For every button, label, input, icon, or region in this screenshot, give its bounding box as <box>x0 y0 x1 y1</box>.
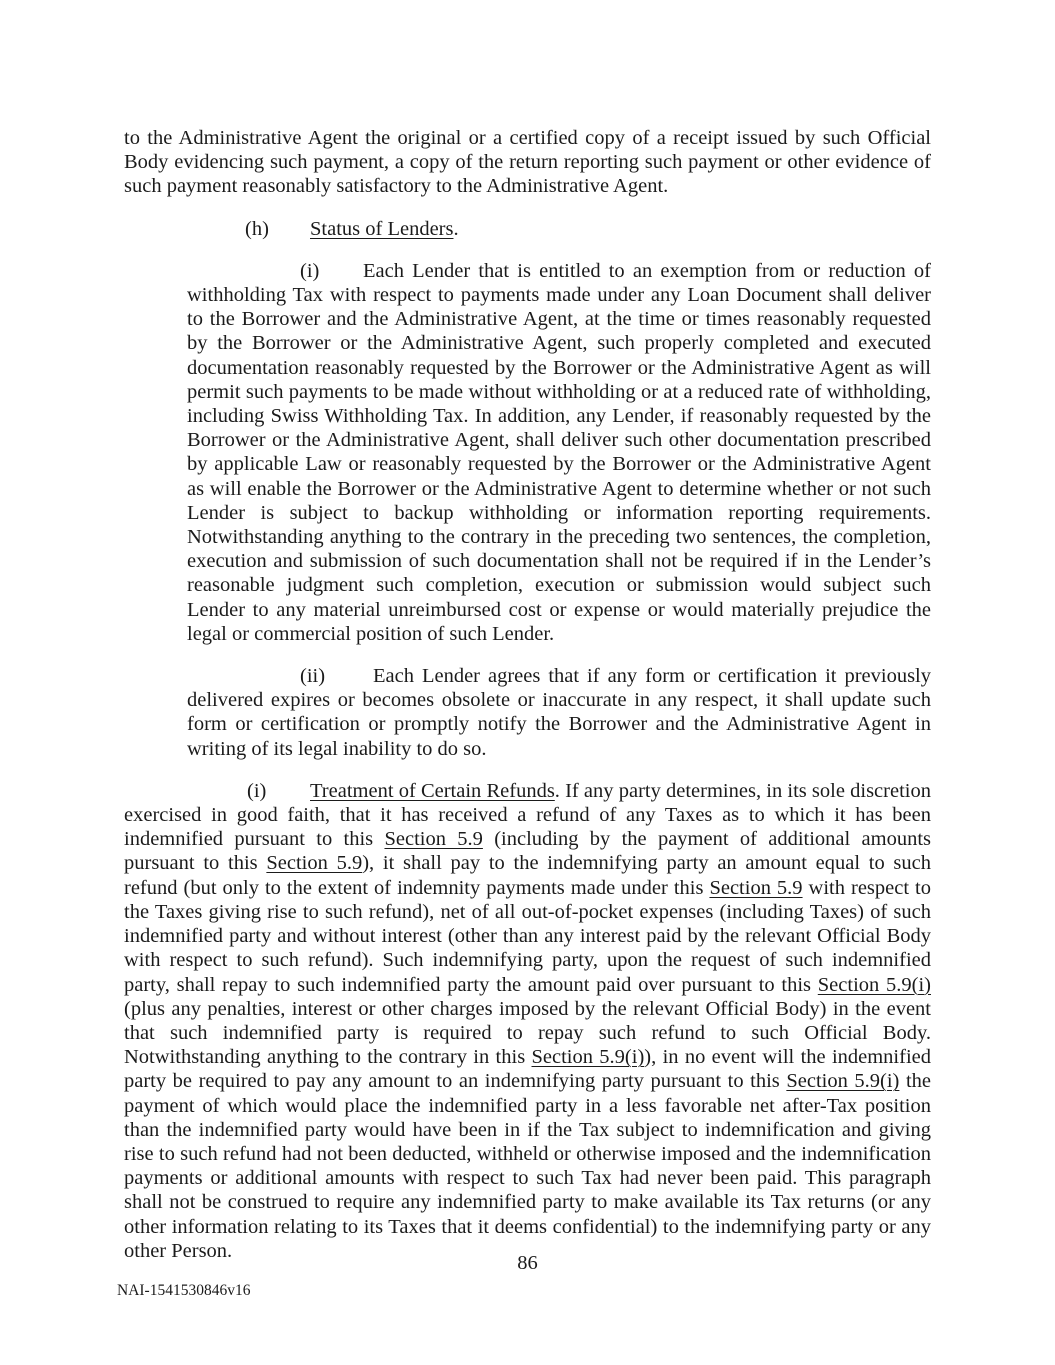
underlined-reference: Section 5.9 <box>384 828 483 851</box>
heading-status-of-lenders <box>124 217 931 241</box>
text-segment: . If any party determines, in its sole discretion exercised in good faith, that it has received a refund of any Taxes as to which it has been indemnified pursuant to this <box>124 779 931 851</box>
underlined-reference: Status of Lenders <box>310 217 454 240</box>
text-segment: to the Administrative Agent the original or a certified copy of a receipt issued by such Official Body evidencing such payment, a copy of the return reporting such payment or other evidence of such payment reasonably satisfactory to the Administrative Agent. <box>124 127 931 198</box>
page-number: 86 <box>517 1252 538 1274</box>
underlined-reference: Section 5.9 <box>266 852 363 875</box>
underlined-reference: Section 5.9(i) <box>817 973 931 996</box>
document-id-footer: NAI-1541530846v16 <box>117 1282 251 1299</box>
clause-label: (h) <box>245 217 269 240</box>
underlined-reference: Section 5.9 <box>709 876 803 899</box>
text-segment: . <box>453 217 459 240</box>
clause-i-treatment-of-certain-refunds <box>124 779 931 1263</box>
underlined-reference: Treatment of Certain Refunds <box>310 779 555 802</box>
underlined-reference: Section 5.9(i) <box>531 1046 645 1069</box>
clause-label: (i) <box>247 779 267 802</box>
text-segment: ), in no event will the indemnified party be required to pay any amount to an indemnifying party pursuant to this <box>124 1046 931 1093</box>
text-segment: (including by the payment of additional amounts pursuant to this <box>124 828 931 875</box>
text-segment: Each Lender agrees that if any form or certification it previously delivered expires or becomes obsolete or inaccurate in any respect, it shall update such form or certification or promptly notify the Borrower and the Administrative Agent in writing of its legal inability to do so. <box>187 665 931 760</box>
clause-h-i <box>187 259 931 646</box>
clause-label: (ii) <box>300 665 326 688</box>
continuation-paragraph <box>124 126 931 199</box>
clause-label: (i) <box>300 259 320 282</box>
text-segment: (plus any penalties, interest or other charges imposed by the relevant Official Body) in the event that such indemnified party is required to repay such refund to such Official Body. Notwithstanding anything to the contrary in this <box>124 997 931 1069</box>
text-segment: Each Lender that is entitled to an exemption from or reduction of withholding Tax with respect to payments made under any Loan Document shall deliver to the Borrower and the Administrative Agent, at the time or times reasonably requested by the Borrower or the Administrative Agent, such properly completed and executed documentation reasonably requested by the Borrower or the Administrative Agent as will permit such payments to be made without withholding or at a reduced rate of withholding, including Swiss Withholding Tax. In addition, any Lender, if reasonably requested by the Borrower or the Administrative Agent, shall deliver such other documentation prescribed by applicable Law or reasonably requested by the Borrower or the Administrative Agent as will enable the Borrower or the Administrative Agent to determine whether or not such Lender is subject to backup withholding or information reporting requirements. Notwithstanding anything to the contrary in the preceding two sentences, the completion, execution and submission of such documentation shall not be required if in the Lender’s reasonable judgment such completion, execution or submission would subject such Lender to any material unreimbursed cost or expense or would materially prejudice the legal or commercial position of such Lender. <box>187 259 931 645</box>
clause-h-ii <box>187 664 931 761</box>
text-segment: with respect to the Taxes giving rise to such refund), net of all out-of-pocket expenses (including Taxes) of such indemnified party and without interest (other than any interest paid by the relevant Official Body with respect to such refund). Such indemnifying party, upon the request of such indemnified party, shall repay to such indemnified party the amount paid over pursuant to this <box>124 876 931 996</box>
text-segment: ), it shall pay to the indemnifying party an amount equal to such refund (but only to the extent of indemnity payments made under this <box>124 852 932 899</box>
text-segment: the payment of which would place the indemnified party in a less favorable net after-Tax position than the indemnified party would have been in if the Tax subject to indemnification and giving rise to such refund had not been deducted, withheld or otherwise imposed and the indemnification payments or additional amounts with respect to such Tax had never been paid. This paragraph shall not be construed to require any indemnified party to make available its Tax returns (or any other information relating to its Taxes that it deems confidential) to the indemnifying party or any other Person. <box>124 1070 932 1262</box>
underlined-reference: Section 5.9(i) <box>786 1070 900 1093</box>
